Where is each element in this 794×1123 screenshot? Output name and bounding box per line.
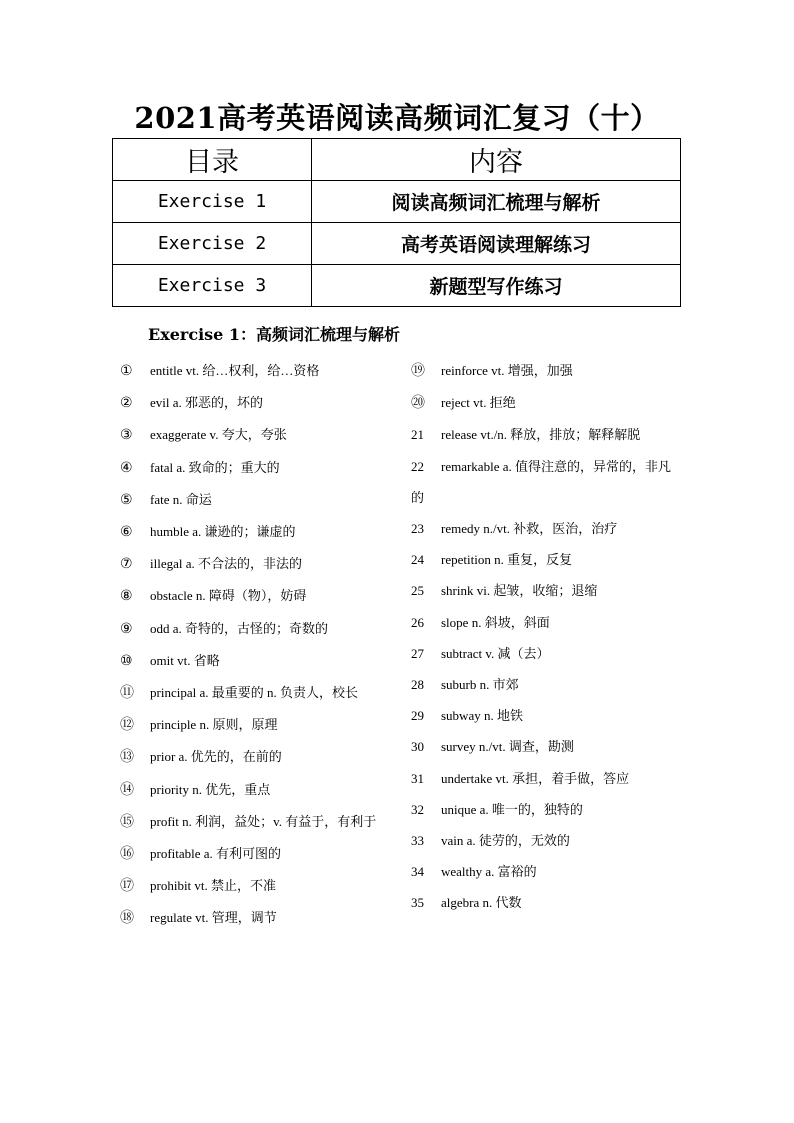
vocab-number: ②: [120, 395, 133, 412]
vocab-list-right: [411, 355, 683, 919]
vocab-text: remarkable a. 值得注意的，异常的，非凡的: [411, 458, 671, 505]
vocab-number: ⑳: [411, 395, 425, 412]
vocab-text: undertake vt. 承担，着手做，答应: [441, 770, 630, 786]
vocab-text: illegal a. 不合法的，非法的: [150, 556, 303, 572]
vocab-item: [120, 677, 392, 709]
vocab-number: 28: [411, 677, 424, 693]
vocab-item: [411, 763, 683, 794]
vocab-text: shrink vi. 起皱，收缩；退缩: [441, 583, 598, 599]
vocab-item: [120, 838, 392, 870]
table-header-row: [113, 139, 681, 181]
vocab-number: 34: [411, 864, 424, 880]
header-directory: 目录: [113, 139, 312, 181]
vocab-text: prohibit vt. 禁止，不准: [150, 878, 277, 894]
vocab-number: 29: [411, 708, 424, 724]
vocab-item: [120, 484, 392, 516]
vocab-text: profitable a. 有利可图的: [150, 846, 282, 862]
table-row: [113, 265, 681, 307]
vocab-item: [120, 902, 392, 934]
vocab-text: unique a. 唯一的，独特的: [441, 801, 583, 817]
exercise-content: 阅读高频词汇梳理与解析: [312, 181, 681, 223]
exercise-content: 新题型写作练习: [312, 265, 681, 307]
table-row: [113, 181, 681, 223]
vocab-number: 33: [411, 833, 424, 849]
vocab-text: reinforce vt. 增强，加强: [441, 363, 573, 378]
vocab-text: fatal a. 致命的；重大的: [150, 459, 280, 475]
vocab-number: 25: [411, 583, 424, 599]
vocab-text: obstacle n. 障碍（物），妨碍: [150, 588, 307, 604]
vocab-text: release vt./n. 释放，排放；解释解脱: [441, 427, 641, 443]
vocab-item: [120, 516, 392, 548]
vocab-text: vain a. 徒劳的，无效的: [441, 833, 570, 849]
vocab-text: profit n. 利润，益处；v. 有益于，有利于: [150, 813, 377, 829]
vocab-item: [411, 355, 683, 387]
vocab-item: [411, 887, 683, 918]
vocab-number: ⑯: [120, 846, 134, 863]
vocab-item: [411, 387, 683, 419]
vocab-item: [120, 548, 392, 580]
vocab-text: algebra n. 代数: [441, 895, 522, 911]
vocab-number: ⑨: [120, 620, 133, 637]
vocab-number: 32: [411, 801, 424, 817]
vocab-number: 23: [411, 521, 424, 537]
vocab-text: survey n./vt. 调查，勘测: [441, 739, 574, 755]
vocab-item: [411, 700, 683, 731]
vocab-text: suburb n. 市郊: [441, 677, 519, 693]
vocab-number: ⑱: [120, 910, 134, 927]
vocab-item: [120, 580, 392, 612]
vocab-item: [120, 452, 392, 484]
vocab-text: principle n. 原则，原理: [150, 717, 278, 733]
vocab-item: [120, 806, 392, 838]
vocab-item: [120, 387, 392, 419]
vocab-item: [411, 451, 683, 513]
vocab-list-left: [120, 355, 392, 935]
vocab-number: ⑦: [120, 556, 133, 573]
vocab-number: ⑪: [120, 685, 134, 702]
vocab-number: 30: [411, 739, 424, 755]
vocab-number: ⑰: [120, 878, 134, 895]
table-row: [113, 223, 681, 265]
vocab-number: ⑮: [120, 813, 134, 830]
vocab-text: odd a. 奇特的，古怪的；奇数的: [150, 620, 329, 636]
vocab-text: remedy n./vt. 补救，医治，治疗: [441, 521, 618, 537]
vocab-text: prior a. 优先的，在前的: [150, 749, 282, 765]
vocab-text: regulate vt. 管理，调节: [150, 910, 277, 926]
vocab-item: [120, 741, 392, 773]
vocab-item: [411, 731, 683, 762]
vocab-number: ④: [120, 459, 133, 476]
vocab-number: ⑧: [120, 588, 133, 605]
vocab-item: [120, 709, 392, 741]
vocab-number: ⑭: [120, 781, 134, 798]
vocab-number: ①: [120, 363, 133, 379]
vocab-item: [120, 645, 392, 677]
header-content: 内容: [312, 139, 681, 181]
vocab-item: [411, 794, 683, 825]
vocab-item: [411, 607, 683, 638]
vocab-item: [411, 513, 683, 544]
vocab-item: [120, 870, 392, 902]
vocab-item: [411, 856, 683, 887]
vocab-item: [120, 774, 392, 806]
vocab-number: 35: [411, 895, 424, 911]
vocab-number: ⑤: [120, 491, 133, 508]
vocab-item: [120, 613, 392, 645]
vocab-text: principal a. 最重要的 n. 负责人，校长: [150, 685, 358, 701]
exercise-label: Exercise 3: [113, 265, 312, 307]
vocab-number: 31: [411, 770, 424, 786]
vocab-item: [411, 544, 683, 575]
vocab-text: slope n. 斜坡，斜面: [441, 614, 550, 630]
vocab-item: [411, 419, 683, 450]
exercise-content: 高考英语阅读理解练习: [312, 223, 681, 265]
vocab-item: [411, 575, 683, 606]
vocab-text: exaggerate v. 夸大，夸张: [150, 427, 287, 443]
vocab-item: [411, 638, 683, 669]
page-title: 2021高考英语阅读高频词汇复习（十）: [134, 101, 660, 135]
vocab-number: ⑫: [120, 717, 134, 734]
vocab-number: ⑲: [411, 363, 425, 379]
vocab-number: ⑩: [120, 652, 133, 669]
section-heading: Exercise 1：高频词汇梳理与解析: [148, 325, 401, 344]
vocab-text: wealthy a. 富裕的: [441, 864, 537, 880]
contents-table: [112, 138, 681, 307]
vocab-text: reject vt. 拒绝: [441, 395, 516, 411]
exercise-label: Exercise 1: [113, 181, 312, 223]
vocab-number: ③: [120, 427, 133, 444]
vocab-number: 21: [411, 427, 424, 443]
vocab-text: repetition n. 重复，反复: [441, 552, 573, 568]
vocab-item: [411, 825, 683, 856]
vocab-item: [411, 669, 683, 700]
vocab-text: priority n. 优先，重点: [150, 781, 271, 797]
vocab-text: entitle vt. 给…权利，给…资格: [150, 363, 320, 378]
vocab-item: [120, 419, 392, 451]
vocab-number: 24: [411, 552, 424, 568]
vocab-text: humble a. 谦逊的；谦虚的: [150, 524, 296, 540]
vocab-text: omit vt. 省略: [150, 652, 220, 668]
vocab-number: ⑬: [120, 749, 134, 766]
vocab-text: fate n. 命运: [150, 491, 212, 507]
vocab-number: 27: [411, 645, 424, 661]
vocab-item: [120, 355, 392, 387]
vocab-text: evil a. 邪恶的，坏的: [150, 395, 264, 411]
vocab-text: subtract v. 减（去）: [441, 645, 550, 661]
vocab-number: 26: [411, 614, 424, 630]
exercise-label: Exercise 2: [113, 223, 312, 265]
vocab-number: ⑥: [120, 524, 133, 541]
vocab-text: subway n. 地铁: [441, 708, 523, 724]
vocab-number: 22: [411, 458, 424, 474]
